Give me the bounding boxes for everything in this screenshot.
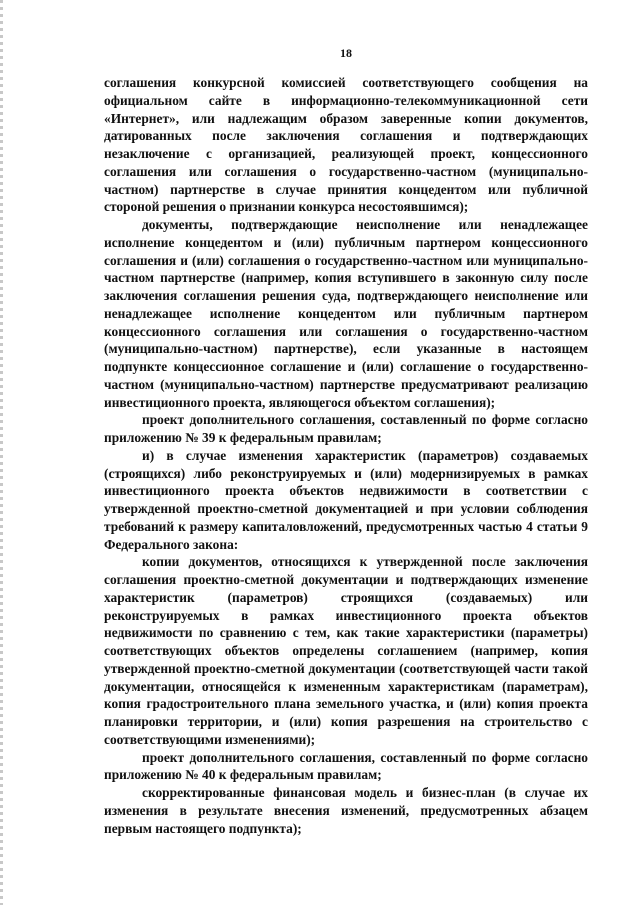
paragraph-1: соглашения конкурсной комиссией соответствующего сообщения на официальном сайте в информационно-телекоммуникационной сети «Интернет», или надлежащим образом заверенные копии документов, датированных после заключения соглашения и подтверждающих незаключение с организацией, реализующей проект, концессионного соглашения или соглашения о государственно-частном (муниципально-частном) партнерстве в случае принятия концедентом или публичной стороной решения о признании конкурса несостоявшимся); (104, 75, 588, 215)
scan-edge-marks (0, 0, 3, 905)
paragraph-6: проект дополнительного соглашения, составленный по форме согласно приложению № 40 к федеральным правилам; (104, 749, 588, 783)
paragraph-4: и) в случае изменения характеристик (параметров) создаваемых (строящихся) либо реконструируемых и (или) модернизируемых в рамках инвестиционного проекта объектов недвижимости в соответствии с утвержденной проектно-сметной документацией и при условии соблюдения требований к размеру капиталовложений, предусмотренных частью 4 статьи 9 Федерального закона: (104, 447, 588, 552)
paragraph-7: скорректированные финансовая модель и бизнес-план (в случае их изменения в результате внесения изменений, предусмотренных абзацем первым настоящего подпункта); (104, 785, 588, 836)
paragraph-5: копии документов, относящихся к утвержденной после заключения соглашения проектно-сметной документации и подтверждающих изменение характеристик (параметров) строящихся (создаваемых) или реконструируемых в рамках инвестиционного проекта объектов недвижимости по сравнению с тем, как такие характеристики (параметры) соответствующих объектов определены соглашением (например, копия утвержденной проектно-сметной документации (соответствующей части такой документации, относящейся к измененным характеристикам (параметрам), копия градостроительного плана земельного участка, и (или) копия проекта планировки территории, и (или) копия разрешения на строительство с соответствующими изменениями); (104, 554, 588, 747)
paragraph-3: проект дополнительного соглашения, составленный по форме согласно приложению № 39 к федеральным правилам; (104, 412, 588, 445)
paragraph-2: документы, подтверждающие неисполнение или ненадлежащее исполнение концедентом и (или) публичным партнером концессионного соглашения и (или) соглашения о государственно-частном или муниципально-частном партнерстве (например, копия вступившего в законную силу после заключения соглашения решения суда, подтверждающего неисполнение или ненадлежащее исполнение концедентом или публичным партнером концессионного соглашения или соглашения о государственно-частном (муниципально-частном) партнерстве), если указанные в настоящем подпункте концессионное соглашение и (или) соглашение о государственно-частном (муниципально-частном) партнерстве предусматривают реализацию инвестиционного проекта, являющегося объектом соглашения); (104, 217, 588, 410)
document-body (104, 74, 588, 837)
page-number: 18 (340, 46, 352, 60)
